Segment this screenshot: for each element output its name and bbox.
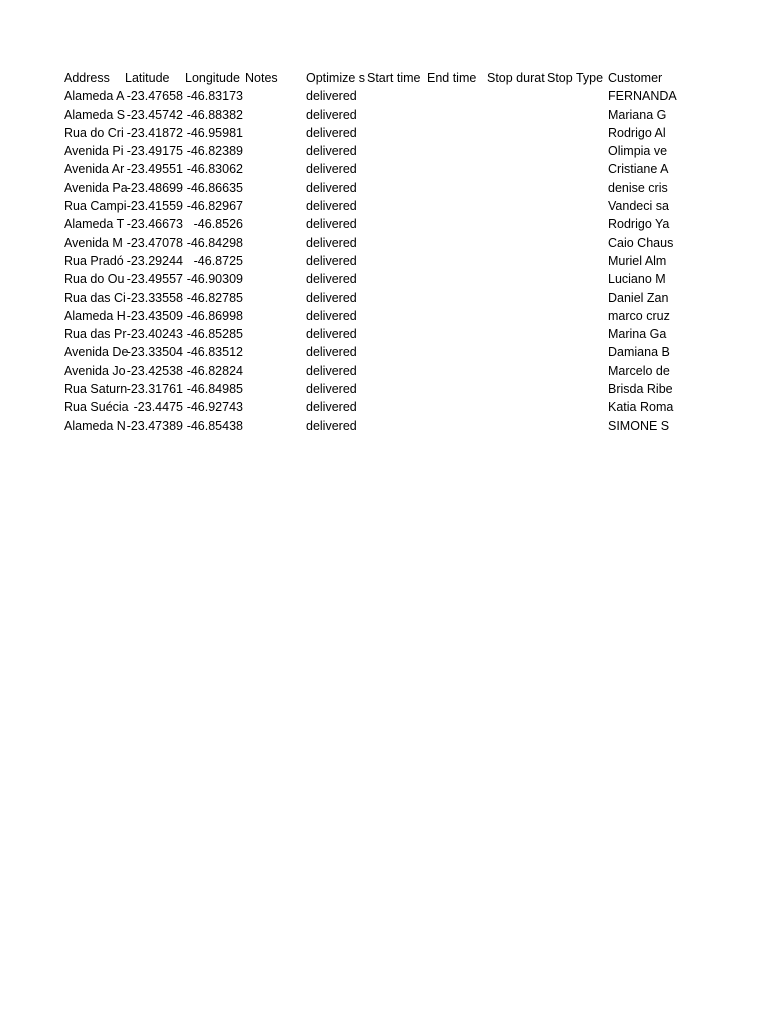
cell-address[interactable]: Alameda N: [64, 418, 126, 433]
cell-address[interactable]: Rua Pradó: [64, 253, 124, 268]
cell-start-time[interactable]: [367, 234, 428, 252]
cell-start-time[interactable]: [367, 398, 428, 416]
header-optimize[interactable]: Optimize s: [306, 71, 366, 85]
cell-end-time[interactable]: [427, 179, 488, 197]
cell-stop-type[interactable]: [547, 179, 608, 197]
cell-stop-duration[interactable]: [487, 179, 548, 197]
cell-latitude[interactable]: -23.47389: [126, 418, 183, 433]
cell-end-time[interactable]: [427, 106, 488, 124]
cell-notes[interactable]: [245, 124, 306, 142]
header-address[interactable]: Address: [64, 71, 110, 85]
cell-address[interactable]: Avenida Jo: [64, 363, 126, 378]
header-stop-duration[interactable]: Stop durat: [487, 71, 545, 85]
cell-address[interactable]: Avenida Pi: [64, 144, 124, 159]
cell-stop-duration[interactable]: [487, 234, 548, 252]
cell-notes[interactable]: [245, 106, 306, 124]
cell-stop-duration[interactable]: [487, 307, 548, 325]
cell-customer[interactable]: Luciano M: [608, 272, 666, 287]
cell-latitude[interactable]: -23.43509: [126, 308, 183, 323]
cell-optimize[interactable]: delivered: [306, 345, 357, 360]
table-row: [64, 362, 668, 380]
table-row: [64, 343, 668, 361]
cell-end-time[interactable]: [427, 160, 488, 178]
cell-latitude[interactable]: -23.4475: [133, 400, 183, 415]
header-start-time[interactable]: Start time: [367, 71, 421, 85]
cell-customer[interactable]: Damiana B: [608, 345, 670, 360]
cell-latitude[interactable]: -23.29244: [126, 253, 183, 268]
cell-longitude[interactable]: -46.82785: [186, 290, 243, 305]
cell-address[interactable]: Avenida Pa: [64, 180, 128, 195]
cell-longitude[interactable]: -46.85285: [186, 327, 243, 342]
cell-end-time[interactable]: [427, 417, 488, 435]
cell-end-time[interactable]: [427, 307, 488, 325]
cell-stop-type[interactable]: [547, 124, 608, 142]
cell-optimize[interactable]: delivered: [306, 107, 357, 122]
table-row: [64, 307, 668, 325]
cell-start-time[interactable]: [367, 160, 428, 178]
cell-optimize[interactable]: delivered: [306, 89, 357, 104]
cell-longitude[interactable]: -46.82967: [186, 199, 243, 214]
cell-customer[interactable]: Marcelo de: [608, 363, 670, 378]
cell-latitude[interactable]: -23.33504: [126, 345, 183, 360]
cell-customer[interactable]: SIMONE S: [608, 418, 670, 433]
cell-start-time[interactable]: [367, 270, 428, 288]
table-row: [64, 270, 668, 288]
cell-optimize[interactable]: delivered: [306, 235, 357, 250]
cell-customer[interactable]: marco cruz: [608, 308, 670, 323]
table-row: [64, 106, 668, 124]
cell-notes[interactable]: [245, 234, 306, 252]
cell-notes[interactable]: [245, 343, 306, 361]
table-row: [64, 197, 668, 215]
cell-address[interactable]: Rua Suécia: [64, 400, 129, 415]
cell-stop-type[interactable]: [547, 270, 608, 288]
cell-longitude[interactable]: -46.90309: [186, 272, 243, 287]
cell-notes[interactable]: [245, 270, 306, 288]
cell-end-time[interactable]: [427, 142, 488, 160]
cell-longitude[interactable]: -46.85438: [186, 418, 243, 433]
header-customer[interactable]: Customer: [608, 71, 663, 85]
cell-notes[interactable]: [245, 179, 306, 197]
header-end-time[interactable]: End time: [427, 71, 477, 85]
cell-start-time[interactable]: [367, 124, 428, 142]
cell-latitude[interactable]: -23.42538: [126, 363, 183, 378]
cell-optimize[interactable]: delivered: [306, 418, 357, 433]
cell-end-time[interactable]: [427, 325, 488, 343]
cell-address[interactable]: Alameda S: [64, 107, 126, 122]
cell-longitude[interactable]: -46.86998: [186, 308, 243, 323]
cell-stop-duration[interactable]: [487, 398, 548, 416]
cell-stop-type[interactable]: [547, 197, 608, 215]
cell-address[interactable]: Avenida De: [64, 345, 129, 360]
cell-stop-duration[interactable]: [487, 270, 548, 288]
table-row: [64, 179, 668, 197]
table-row: [64, 289, 668, 307]
table-row: [64, 215, 668, 233]
cell-optimize[interactable]: delivered: [306, 217, 357, 232]
cell-latitude[interactable]: -23.47078: [126, 235, 183, 250]
cell-start-time[interactable]: [367, 215, 428, 233]
cell-longitude[interactable]: -46.84298: [186, 235, 243, 250]
cell-optimize[interactable]: delivered: [306, 199, 357, 214]
cell-stop-duration[interactable]: [487, 215, 548, 233]
cell-notes[interactable]: [245, 362, 306, 380]
spreadsheet-table: [64, 69, 677, 435]
cell-optimize[interactable]: delivered: [306, 363, 357, 378]
cell-notes[interactable]: [245, 289, 306, 307]
cell-end-time[interactable]: [427, 87, 488, 105]
table-row: [64, 142, 668, 160]
cell-stop-type[interactable]: [547, 289, 608, 307]
cell-notes[interactable]: [245, 252, 306, 270]
cell-end-time[interactable]: [427, 197, 488, 215]
cell-stop-duration[interactable]: [487, 362, 548, 380]
cell-notes[interactable]: [245, 197, 306, 215]
cell-stop-type[interactable]: [547, 87, 608, 105]
cell-notes[interactable]: [245, 87, 306, 105]
cell-longitude[interactable]: -46.88382: [186, 107, 243, 122]
cell-stop-duration[interactable]: [487, 160, 548, 178]
cell-longitude[interactable]: -46.82389: [186, 144, 243, 159]
cell-stop-duration[interactable]: [487, 417, 548, 435]
cell-start-time[interactable]: [367, 106, 428, 124]
cell-address[interactable]: Avenida Ar: [64, 162, 125, 177]
cell-start-time[interactable]: [367, 252, 428, 270]
cell-notes[interactable]: [245, 398, 306, 416]
cell-customer[interactable]: Olimpia ve: [608, 144, 668, 159]
table-body: [64, 87, 677, 435]
cell-stop-type[interactable]: [547, 343, 608, 361]
cell-stop-duration[interactable]: [487, 325, 548, 343]
cell-end-time[interactable]: [427, 362, 488, 380]
cell-customer[interactable]: Mariana G: [608, 107, 667, 122]
cell-start-time[interactable]: [367, 380, 428, 398]
cell-stop-duration[interactable]: [487, 343, 548, 361]
cell-optimize[interactable]: delivered: [306, 180, 357, 195]
cell-end-time[interactable]: [427, 398, 488, 416]
cell-end-time[interactable]: [427, 252, 488, 270]
cell-customer[interactable]: Daniel Zan: [608, 290, 669, 305]
cell-optimize[interactable]: delivered: [306, 382, 357, 397]
cell-notes[interactable]: [245, 142, 306, 160]
cell-start-time[interactable]: [367, 325, 428, 343]
cell-longitude[interactable]: -46.92743: [186, 400, 243, 415]
header-row: [64, 69, 668, 87]
cell-stop-duration[interactable]: [487, 197, 548, 215]
cell-latitude[interactable]: -23.49175: [126, 144, 183, 159]
cell-address[interactable]: Avenida M: [64, 235, 123, 250]
cell-longitude[interactable]: -46.95981: [186, 125, 243, 140]
header-longitude[interactable]: Longitude: [185, 71, 240, 85]
cell-longitude[interactable]: -46.83062: [186, 162, 243, 177]
cell-start-time[interactable]: [367, 417, 428, 435]
cell-optimize[interactable]: delivered: [306, 327, 357, 342]
cell-stop-duration[interactable]: [487, 87, 548, 105]
cell-optimize[interactable]: delivered: [306, 253, 357, 268]
cell-optimize[interactable]: delivered: [306, 144, 357, 159]
cell-notes[interactable]: [245, 380, 306, 398]
cell-stop-type[interactable]: [547, 380, 608, 398]
cell-address[interactable]: Rua do Ou: [64, 272, 125, 287]
cell-longitude[interactable]: -46.82824: [186, 363, 243, 378]
cell-end-time[interactable]: [427, 343, 488, 361]
cell-customer[interactable]: Rodrigo Ya: [608, 217, 670, 232]
cell-customer[interactable]: denise cris: [608, 180, 668, 195]
cell-customer[interactable]: Marina Ga: [608, 327, 667, 342]
cell-address[interactable]: Rua do Cri: [64, 125, 124, 140]
cell-end-time[interactable]: [427, 234, 488, 252]
cell-end-time[interactable]: [427, 124, 488, 142]
cell-stop-duration[interactable]: [487, 289, 548, 307]
cell-end-time[interactable]: [427, 215, 488, 233]
cell-stop-duration[interactable]: [487, 124, 548, 142]
cell-customer[interactable]: FERNANDA: [608, 89, 677, 104]
cell-customer[interactable]: Brisda Ribe: [608, 382, 673, 397]
cell-start-time[interactable]: [367, 142, 428, 160]
cell-optimize[interactable]: delivered: [306, 290, 357, 305]
table-row: [64, 234, 674, 252]
table-row: [64, 325, 668, 343]
table-row: [64, 417, 668, 435]
table-row: [64, 252, 668, 270]
cell-end-time[interactable]: [427, 289, 488, 307]
cell-latitude[interactable]: -23.49551: [126, 162, 183, 177]
cell-latitude[interactable]: -23.46673: [126, 217, 183, 232]
cell-notes[interactable]: [245, 325, 306, 343]
cell-notes[interactable]: [245, 417, 306, 435]
cell-start-time[interactable]: [367, 307, 428, 325]
cell-notes[interactable]: [245, 215, 306, 233]
table-row: [64, 124, 668, 142]
cell-customer[interactable]: Vandeci sa: [608, 199, 669, 214]
cell-stop-type[interactable]: [547, 417, 608, 435]
cell-longitude[interactable]: -46.86635: [186, 180, 243, 195]
cell-start-time[interactable]: [367, 289, 428, 307]
cell-latitude[interactable]: -23.41559: [126, 199, 183, 214]
cell-stop-type[interactable]: [547, 362, 608, 380]
cell-stop-type[interactable]: [547, 142, 608, 160]
cell-latitude[interactable]: -23.41872: [126, 125, 183, 140]
cell-customer[interactable]: Caio Chaus: [608, 235, 674, 250]
cell-notes[interactable]: [245, 160, 306, 178]
cell-longitude[interactable]: -46.8526: [193, 217, 243, 232]
cell-start-time[interactable]: [367, 87, 428, 105]
cell-start-time[interactable]: [367, 362, 428, 380]
cell-optimize[interactable]: delivered: [306, 125, 357, 140]
cell-address[interactable]: Rua Saturn: [64, 382, 128, 397]
cell-stop-type[interactable]: [547, 106, 608, 124]
cell-latitude[interactable]: -23.31761: [126, 382, 183, 397]
cell-customer[interactable]: Muriel Alm: [608, 253, 667, 268]
cell-stop-type[interactable]: [547, 160, 608, 178]
cell-start-time[interactable]: [367, 197, 428, 215]
cell-address[interactable]: Rua Campi: [64, 199, 127, 214]
cell-start-time[interactable]: [367, 343, 428, 361]
cell-stop-duration[interactable]: [487, 106, 548, 124]
table-row: [64, 380, 673, 398]
cell-start-time[interactable]: [367, 179, 428, 197]
table-row: [64, 398, 674, 416]
cell-stop-type[interactable]: [547, 325, 608, 343]
cell-customer[interactable]: Katia Roma: [608, 400, 674, 415]
cell-address[interactable]: Alameda T: [64, 217, 125, 232]
cell-latitude[interactable]: -23.48699: [126, 180, 183, 195]
cell-address[interactable]: Alameda A: [64, 89, 125, 104]
cell-longitude[interactable]: -46.83512: [186, 345, 243, 360]
cell-optimize[interactable]: delivered: [306, 272, 357, 287]
cell-end-time[interactable]: [427, 380, 488, 398]
cell-optimize[interactable]: delivered: [306, 400, 357, 415]
cell-optimize[interactable]: delivered: [306, 162, 357, 177]
cell-latitude[interactable]: -23.47658: [126, 89, 183, 104]
cell-customer[interactable]: Rodrigo Al: [608, 125, 666, 140]
cell-stop-type[interactable]: [547, 398, 608, 416]
cell-notes[interactable]: [245, 307, 306, 325]
cell-longitude[interactable]: -46.84985: [186, 382, 243, 397]
cell-stop-duration[interactable]: [487, 380, 548, 398]
cell-latitude[interactable]: -23.49557: [126, 272, 183, 287]
cell-latitude[interactable]: -23.45742: [126, 107, 183, 122]
table-row: [64, 160, 668, 178]
cell-stop-type[interactable]: [547, 215, 608, 233]
cell-stop-duration[interactable]: [487, 252, 548, 270]
cell-optimize[interactable]: delivered: [306, 308, 357, 323]
cell-stop-type[interactable]: [547, 252, 608, 270]
cell-stop-duration[interactable]: [487, 142, 548, 160]
cell-address[interactable]: Rua das Ci: [64, 290, 126, 305]
cell-latitude[interactable]: -23.33558: [126, 290, 183, 305]
cell-address[interactable]: Rua das Pr: [64, 327, 127, 342]
header-notes[interactable]: Notes: [245, 71, 278, 85]
cell-stop-type[interactable]: [547, 234, 608, 252]
cell-stop-type[interactable]: [547, 307, 608, 325]
cell-latitude[interactable]: -23.40243: [126, 327, 183, 342]
cell-address[interactable]: Alameda H: [64, 308, 126, 323]
table-row: [64, 87, 677, 105]
cell-longitude[interactable]: -46.83173: [186, 89, 243, 104]
cell-end-time[interactable]: [427, 270, 488, 288]
cell-longitude[interactable]: -46.8725: [193, 253, 243, 268]
header-latitude[interactable]: Latitude: [125, 71, 170, 85]
cell-customer[interactable]: Cristiane A: [608, 162, 669, 177]
header-stop-type[interactable]: Stop Type: [547, 71, 604, 85]
